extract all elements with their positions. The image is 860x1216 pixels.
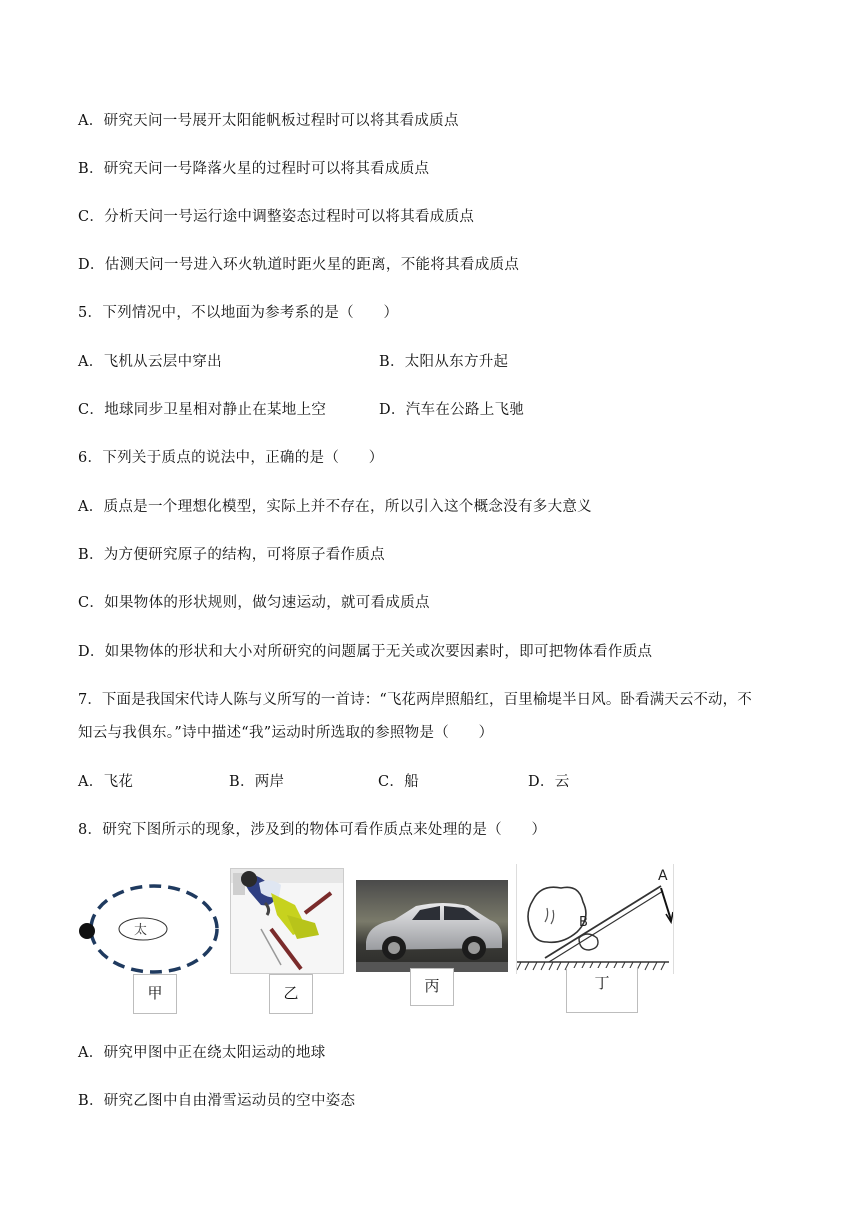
orbit-diagram bbox=[74, 872, 224, 982]
q6-option-d: D．如果物体的形状和大小对所研究的问题属于无关或次要因素时，即可把物体看作质点 bbox=[78, 644, 653, 660]
sun-label: 太 bbox=[134, 923, 148, 938]
q5-option-a: A．飞机从云层中穿出 bbox=[78, 354, 222, 370]
q5-option-b: B．太阳从东方升起 bbox=[379, 354, 509, 370]
q7-option-b: B．两岸 bbox=[229, 774, 285, 790]
q4-option-d: D．估测天问一号进入环火轨道时距火星的距离，不能将其看成质点 bbox=[78, 257, 520, 273]
q8-option-a: A．研究甲图中正在绕太阳运动的地球 bbox=[78, 1045, 326, 1061]
figure-label-ding: 丁 bbox=[566, 968, 638, 1013]
q6-stem: 6．下列关于质点的说法中，正确的是（ ） bbox=[78, 450, 384, 466]
q4-option-b: B．研究天问一号降落火星的过程时可以将其看成质点 bbox=[78, 161, 430, 177]
q7-stem-line1: 7．下面是我国宋代诗人陈与义所写的一首诗：“飞花两岸照船红，百里榆堤半日风。卧看满天云不动，不 bbox=[78, 692, 752, 708]
q4-option-c: C．分析天问一号运行途中调整姿态过程时可以将其看成质点 bbox=[78, 209, 475, 225]
q4-option-a: A．研究天问一号展开太阳能帆板过程时可以将其看成质点 bbox=[78, 113, 459, 129]
q6-option-c: C．如果物体的形状规则，做匀速运动，就可看成质点 bbox=[78, 595, 430, 611]
q5-stem: 5．下列情况中，不以地面为参考系的是（ ） bbox=[78, 305, 399, 321]
q6-option-b: B．为方便研究原子的结构，可将原子看作质点 bbox=[78, 547, 385, 563]
q7-option-c: C．船 bbox=[378, 774, 419, 790]
q7-option-a: A．飞花 bbox=[78, 774, 134, 790]
car-image bbox=[356, 880, 508, 972]
label-b: B bbox=[579, 915, 588, 930]
q8-stem: 8．研究下图所示的现象，涉及到的物体可看作质点来处理的是（ ） bbox=[78, 822, 547, 838]
figure-yi bbox=[230, 868, 344, 974]
orbit-path bbox=[91, 886, 217, 972]
earth-dot bbox=[79, 923, 95, 939]
q5-option-d: D．汽车在公路上飞驰 bbox=[379, 402, 525, 418]
q8-option-b: B．研究乙图中自由滑雪运动员的空中姿态 bbox=[78, 1093, 356, 1109]
figure-bing bbox=[356, 880, 508, 972]
q7-stem-line2: 知云与我俱东。”诗中描述“我”运动时所选取的参照物是（ ） bbox=[78, 725, 494, 741]
lever-sketch bbox=[517, 864, 673, 974]
skier-image bbox=[231, 869, 343, 973]
q6-option-a: A．质点是一个理想化模型，实际上并不存在，所以引入这个概念没有多大意义 bbox=[78, 499, 592, 515]
q5-option-c: C．地球同步卫星相对静止在某地上空 bbox=[78, 402, 327, 418]
figure-label-jia: 甲 bbox=[133, 974, 177, 1014]
figure-label-bing: 丙 bbox=[410, 968, 454, 1006]
figure-label-yi: 乙 bbox=[269, 974, 313, 1014]
lever-bar bbox=[545, 886, 661, 958]
label-a: A bbox=[658, 868, 668, 884]
rock-outline bbox=[528, 887, 586, 942]
figure-ding bbox=[516, 864, 674, 974]
q7-option-d: D．云 bbox=[528, 774, 570, 790]
